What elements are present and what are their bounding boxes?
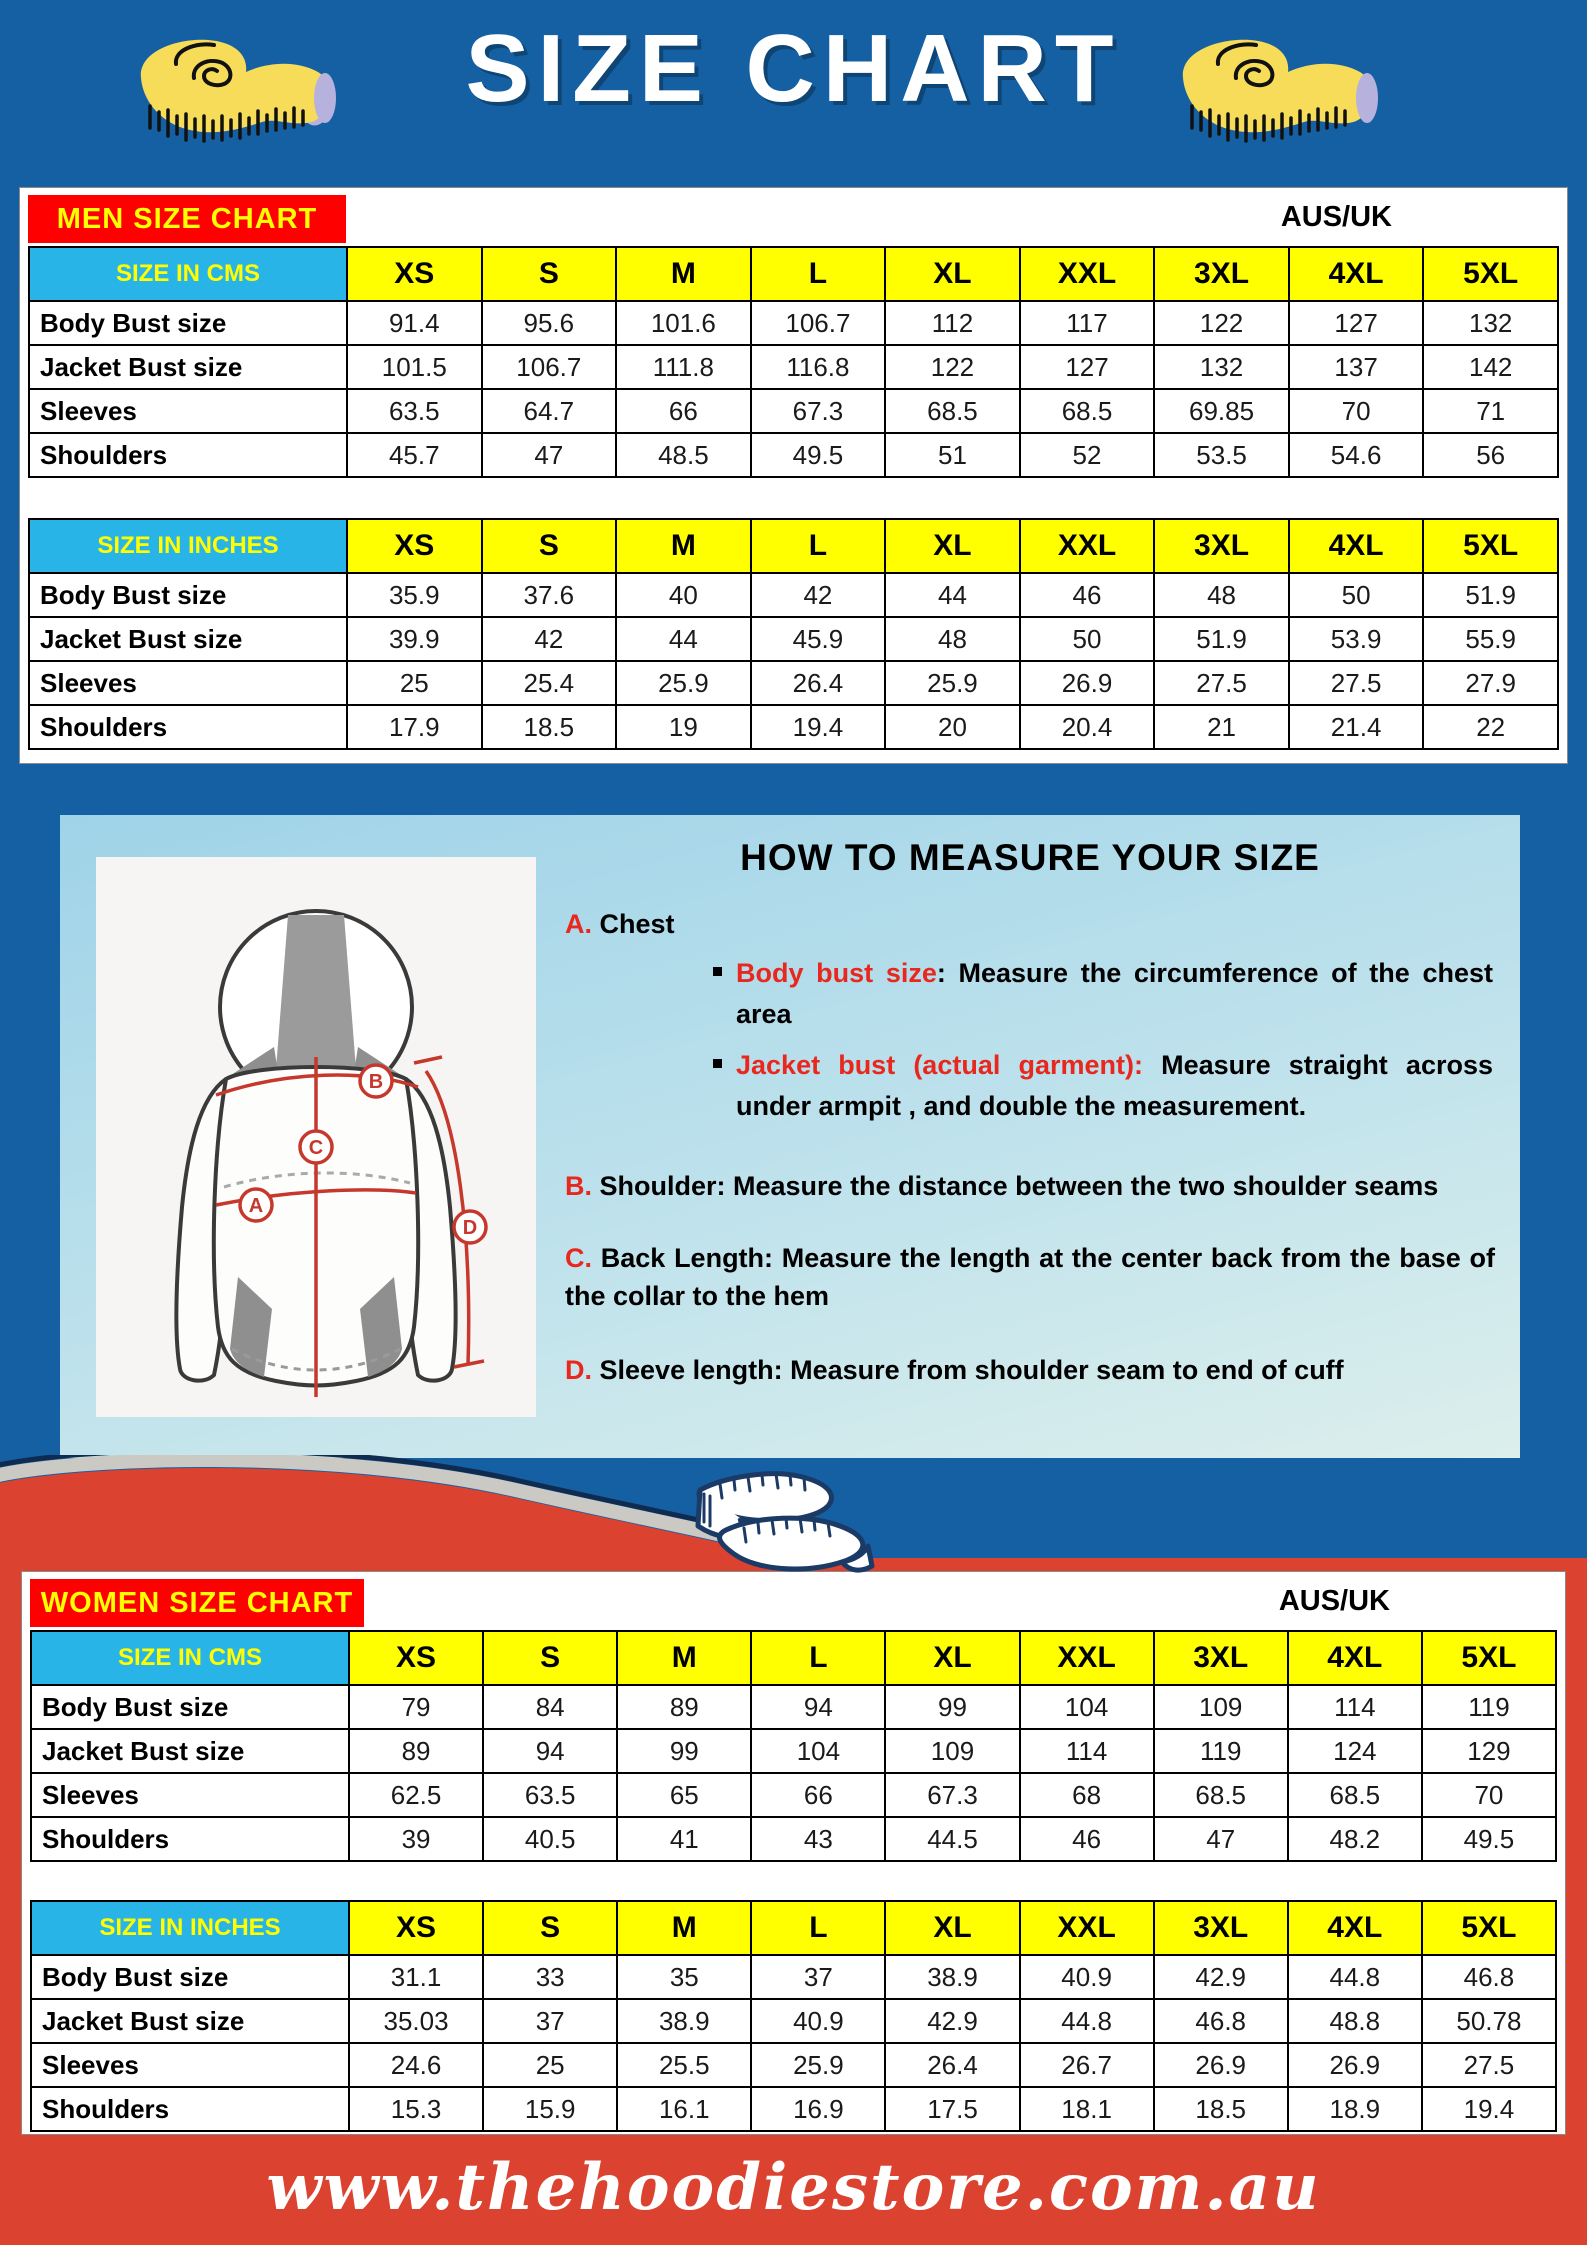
size-value-cell: 89 bbox=[349, 1729, 483, 1773]
size-value-cell: 124 bbox=[1288, 1729, 1422, 1773]
size-header-cell: S bbox=[482, 247, 617, 301]
size-value-cell: 79 bbox=[349, 1685, 483, 1729]
size-value-cell: 55.9 bbox=[1423, 617, 1558, 661]
size-value-cell: 48.2 bbox=[1288, 1817, 1422, 1861]
size-value-cell: 39 bbox=[349, 1817, 483, 1861]
size-value-cell: 66 bbox=[616, 389, 751, 433]
size-header-cell: XL bbox=[885, 519, 1020, 573]
size-value-cell: 122 bbox=[1154, 301, 1289, 345]
size-row bbox=[29, 433, 1558, 477]
size-value-cell: 26.4 bbox=[751, 661, 886, 705]
size-value-cell: 104 bbox=[1020, 1685, 1154, 1729]
unit-label-cell: SIZE IN INCHES bbox=[29, 519, 347, 573]
size-value-cell: 25.9 bbox=[616, 661, 751, 705]
measure-item-chest: A. Chest bbox=[565, 909, 675, 939]
size-row bbox=[31, 1685, 1556, 1729]
size-value-cell: 26.9 bbox=[1288, 2043, 1422, 2087]
size-row bbox=[31, 1773, 1556, 1817]
women-cms-table bbox=[30, 1630, 1557, 1862]
size-value-cell: 95.6 bbox=[482, 301, 617, 345]
size-value-cell: 17.9 bbox=[347, 705, 482, 749]
size-value-cell: 27.9 bbox=[1423, 661, 1558, 705]
row-label-cell: Shoulders bbox=[29, 705, 347, 749]
measure-item-sleeve-length: D. Sleeve length: Measure from shoulder seam to end of cuff bbox=[565, 1355, 1344, 1385]
size-value-cell: 41 bbox=[617, 1817, 751, 1861]
size-value-cell: 63.5 bbox=[483, 1773, 617, 1817]
size-value-cell: 35 bbox=[617, 1955, 751, 1999]
bottom-section bbox=[0, 1558, 1587, 2245]
size-value-cell: 53.9 bbox=[1289, 617, 1424, 661]
size-value-cell: 68.5 bbox=[1288, 1773, 1422, 1817]
how-to-measure-text bbox=[565, 827, 1495, 1389]
how-to-title: HOW TO MEASURE YOUR SIZE bbox=[740, 837, 1320, 878]
size-header-cell: M bbox=[617, 1901, 751, 1955]
row-label-cell: Body Bust size bbox=[31, 1685, 349, 1729]
size-value-cell: 122 bbox=[885, 345, 1020, 389]
size-value-cell: 22 bbox=[1423, 705, 1558, 749]
row-label-cell: Jacket Bust size bbox=[31, 1999, 349, 2043]
size-value-cell: 27.5 bbox=[1154, 661, 1289, 705]
size-value-cell: 26.7 bbox=[1020, 2043, 1154, 2087]
size-value-cell: 38.9 bbox=[617, 1999, 751, 2043]
size-value-cell: 19.4 bbox=[1422, 2087, 1556, 2131]
size-value-cell: 114 bbox=[1288, 1685, 1422, 1729]
size-value-cell: 127 bbox=[1020, 345, 1155, 389]
size-value-cell: 68.5 bbox=[1020, 389, 1155, 433]
measure-item-back-length: C. Back Length: Measure the length at the center back from the base of the collar to the hem bbox=[565, 1243, 1495, 1311]
size-header-cell: XS bbox=[349, 1631, 483, 1685]
size-value-cell: 84 bbox=[483, 1685, 617, 1729]
size-value-cell: 42 bbox=[482, 617, 617, 661]
size-header-cell: S bbox=[483, 1631, 617, 1685]
size-value-cell: 50.78 bbox=[1422, 1999, 1556, 2043]
size-value-cell: 99 bbox=[617, 1729, 751, 1773]
size-header-cell: 3XL bbox=[1154, 1901, 1288, 1955]
size-value-cell: 129 bbox=[1422, 1729, 1556, 1773]
size-row bbox=[29, 617, 1558, 661]
size-value-cell: 40 bbox=[616, 573, 751, 617]
size-value-cell: 35.9 bbox=[347, 573, 482, 617]
men-inches-table bbox=[28, 518, 1559, 750]
size-value-cell: 49.5 bbox=[1422, 1817, 1556, 1861]
size-value-cell: 51 bbox=[885, 433, 1020, 477]
size-value-cell: 25.9 bbox=[751, 2043, 885, 2087]
size-value-cell: 71 bbox=[1423, 389, 1558, 433]
tape-measure-icon bbox=[1158, 26, 1386, 150]
size-header-cell: 5XL bbox=[1423, 519, 1558, 573]
row-label-cell: Sleeves bbox=[29, 661, 347, 705]
size-value-cell: 91.4 bbox=[347, 301, 482, 345]
size-value-cell: 46 bbox=[1020, 1817, 1154, 1861]
size-value-cell: 24.6 bbox=[349, 2043, 483, 2087]
size-header-cell: 5XL bbox=[1422, 1901, 1556, 1955]
size-value-cell: 16.1 bbox=[617, 2087, 751, 2131]
size-value-cell: 111.8 bbox=[616, 345, 751, 389]
size-value-cell: 27.5 bbox=[1422, 2043, 1556, 2087]
size-value-cell: 65 bbox=[617, 1773, 751, 1817]
size-row bbox=[31, 2043, 1556, 2087]
size-value-cell: 20 bbox=[885, 705, 1020, 749]
women-size-chart-panel bbox=[22, 1572, 1565, 2134]
unit-label-cell: SIZE IN INCHES bbox=[31, 1901, 349, 1955]
size-value-cell: 46.8 bbox=[1154, 1999, 1288, 2043]
size-value-cell: 64.7 bbox=[482, 389, 617, 433]
size-header-cell: XXL bbox=[1020, 247, 1155, 301]
size-value-cell: 31.1 bbox=[349, 1955, 483, 1999]
size-value-cell: 27.5 bbox=[1289, 661, 1424, 705]
size-row bbox=[29, 389, 1558, 433]
bullet-icon bbox=[713, 1059, 722, 1068]
row-label-cell: Shoulders bbox=[31, 1817, 349, 1861]
size-row bbox=[31, 1729, 1556, 1773]
size-header-cell: XL bbox=[885, 1631, 1019, 1685]
size-row bbox=[31, 1817, 1556, 1861]
size-value-cell: 48.8 bbox=[1288, 1999, 1422, 2043]
size-header-cell: 4XL bbox=[1288, 1901, 1422, 1955]
size-value-cell: 45.7 bbox=[347, 433, 482, 477]
size-value-cell: 35.03 bbox=[349, 1999, 483, 2043]
size-row bbox=[31, 2087, 1556, 2131]
size-value-cell: 112 bbox=[885, 301, 1020, 345]
size-value-cell: 26.4 bbox=[885, 2043, 1019, 2087]
jacket-diagram bbox=[96, 857, 536, 1417]
size-header-cell: XL bbox=[885, 1901, 1019, 1955]
size-value-cell: 26.9 bbox=[1020, 661, 1155, 705]
size-row bbox=[29, 345, 1558, 389]
size-header-cell: XS bbox=[347, 519, 482, 573]
size-value-cell: 106.7 bbox=[751, 301, 886, 345]
tape-measure-ribbon-icon bbox=[686, 1468, 878, 1574]
size-value-cell: 137 bbox=[1289, 345, 1424, 389]
size-value-cell: 42.9 bbox=[885, 1999, 1019, 2043]
size-value-cell: 62.5 bbox=[349, 1773, 483, 1817]
size-value-cell: 70 bbox=[1289, 389, 1424, 433]
size-value-cell: 48 bbox=[1154, 573, 1289, 617]
size-value-cell: 18.1 bbox=[1020, 2087, 1154, 2131]
size-value-cell: 25.5 bbox=[617, 2043, 751, 2087]
women-chart-banner: WOMEN SIZE CHART bbox=[30, 1579, 364, 1627]
size-value-cell: 70 bbox=[1422, 1773, 1556, 1817]
size-header-cell: M bbox=[617, 1631, 751, 1685]
size-header-cell: 5XL bbox=[1423, 247, 1558, 301]
size-value-cell: 50 bbox=[1020, 617, 1155, 661]
size-value-cell: 26.9 bbox=[1154, 2043, 1288, 2087]
size-value-cell: 127 bbox=[1289, 301, 1424, 345]
size-header-cell: XXL bbox=[1020, 1631, 1154, 1685]
row-label-cell: Body Bust size bbox=[29, 301, 347, 345]
size-value-cell: 63.5 bbox=[347, 389, 482, 433]
size-value-cell: 94 bbox=[751, 1685, 885, 1729]
size-value-cell: 16.9 bbox=[751, 2087, 885, 2131]
size-value-cell: 18.9 bbox=[1288, 2087, 1422, 2131]
size-header-cell: L bbox=[751, 519, 886, 573]
men-region-label: AUS/UK bbox=[1280, 201, 1392, 233]
store-url: www.thehoodiestore.com.au bbox=[266, 2150, 1321, 2225]
size-value-cell: 20.4 bbox=[1020, 705, 1155, 749]
size-row bbox=[29, 301, 1558, 345]
size-value-cell: 109 bbox=[885, 1729, 1019, 1773]
size-header-cell: 3XL bbox=[1154, 247, 1289, 301]
size-header-cell: S bbox=[482, 519, 617, 573]
size-value-cell: 37 bbox=[751, 1955, 885, 1999]
row-label-cell: Body Bust size bbox=[29, 573, 347, 617]
size-value-cell: 50 bbox=[1289, 573, 1424, 617]
women-inches-table bbox=[30, 1900, 1557, 2132]
size-value-cell: 25.4 bbox=[482, 661, 617, 705]
size-value-cell: 19.4 bbox=[751, 705, 886, 749]
size-value-cell: 25.9 bbox=[885, 661, 1020, 705]
size-value-cell: 15.9 bbox=[483, 2087, 617, 2131]
size-header-cell: 3XL bbox=[1154, 519, 1289, 573]
size-value-cell: 44 bbox=[616, 617, 751, 661]
size-header-cell: XS bbox=[349, 1901, 483, 1955]
size-value-cell: 46 bbox=[1020, 573, 1155, 617]
size-value-cell: 67.3 bbox=[751, 389, 886, 433]
size-value-cell: 142 bbox=[1423, 345, 1558, 389]
size-value-cell: 106.7 bbox=[482, 345, 617, 389]
size-value-cell: 119 bbox=[1154, 1729, 1288, 1773]
size-value-cell: 119 bbox=[1422, 1685, 1556, 1729]
size-header-cell: M bbox=[616, 247, 751, 301]
size-row bbox=[29, 705, 1558, 749]
size-value-cell: 132 bbox=[1154, 345, 1289, 389]
size-header-cell: M bbox=[616, 519, 751, 573]
size-value-cell: 40.9 bbox=[751, 1999, 885, 2043]
size-value-cell: 49.5 bbox=[751, 433, 886, 477]
size-header-cell: S bbox=[483, 1901, 617, 1955]
size-value-cell: 69.85 bbox=[1154, 389, 1289, 433]
size-value-cell: 47 bbox=[1154, 1817, 1288, 1861]
women-region-label: AUS/UK bbox=[1278, 1585, 1390, 1617]
bullet-icon bbox=[713, 967, 722, 976]
size-header-cell: L bbox=[751, 247, 886, 301]
size-header-cell: L bbox=[751, 1631, 885, 1685]
diagram-label-a: A bbox=[248, 1195, 264, 1217]
size-value-cell: 68.5 bbox=[1154, 1773, 1288, 1817]
size-value-cell: 101.5 bbox=[347, 345, 482, 389]
size-header-cell: 4XL bbox=[1288, 1631, 1422, 1685]
size-value-cell: 109 bbox=[1154, 1685, 1288, 1729]
unit-label-cell: SIZE IN CMS bbox=[31, 1631, 349, 1685]
size-value-cell: 89 bbox=[617, 1685, 751, 1729]
size-header-cell: 3XL bbox=[1154, 1631, 1288, 1685]
men-cms-table bbox=[28, 246, 1559, 478]
men-chart-banner: MEN SIZE CHART bbox=[28, 195, 346, 243]
unit-label-cell: SIZE IN CMS bbox=[29, 247, 347, 301]
diagram-label-b: B bbox=[368, 1071, 384, 1093]
diagram-label-c: C bbox=[308, 1137, 324, 1159]
size-value-cell: 66 bbox=[751, 1773, 885, 1817]
measure-item-shoulder: B. Shoulder: Measure the distance between the two shoulder seams bbox=[565, 1171, 1439, 1201]
size-value-cell: 53.5 bbox=[1154, 433, 1289, 477]
size-value-cell: 94 bbox=[483, 1729, 617, 1773]
size-value-cell: 33 bbox=[483, 1955, 617, 1999]
size-value-cell: 51.9 bbox=[1154, 617, 1289, 661]
size-value-cell: 114 bbox=[1020, 1729, 1154, 1773]
size-value-cell: 17.5 bbox=[885, 2087, 1019, 2131]
row-label-cell: Sleeves bbox=[31, 1773, 349, 1817]
size-value-cell: 117 bbox=[1020, 301, 1155, 345]
size-value-cell: 18.5 bbox=[1154, 2087, 1288, 2131]
size-row bbox=[29, 661, 1558, 705]
row-label-cell: Jacket Bust size bbox=[29, 617, 347, 661]
size-value-cell: 99 bbox=[885, 1685, 1019, 1729]
row-label-cell: Sleeves bbox=[29, 389, 347, 433]
size-value-cell: 44.5 bbox=[885, 1817, 1019, 1861]
size-value-cell: 37.6 bbox=[482, 573, 617, 617]
size-value-cell: 43 bbox=[751, 1817, 885, 1861]
size-header-cell: 4XL bbox=[1289, 247, 1424, 301]
row-label-cell: Jacket Bust size bbox=[29, 345, 347, 389]
size-value-cell: 101.6 bbox=[616, 301, 751, 345]
size-value-cell: 51.9 bbox=[1423, 573, 1558, 617]
bullet-body-bust: Body bust size: Measure the circumference of the chest area bbox=[713, 953, 1493, 1035]
row-label-cell: Jacket Bust size bbox=[31, 1729, 349, 1773]
size-header-cell: XS bbox=[347, 247, 482, 301]
size-value-cell: 52 bbox=[1020, 433, 1155, 477]
men-size-chart-panel bbox=[20, 188, 1567, 763]
size-value-cell: 42 bbox=[751, 573, 886, 617]
size-value-cell: 21.4 bbox=[1289, 705, 1424, 749]
size-value-cell: 38.9 bbox=[885, 1955, 1019, 1999]
diagram-label-d: D bbox=[462, 1217, 478, 1239]
size-value-cell: 56 bbox=[1423, 433, 1558, 477]
size-header-cell: XXL bbox=[1020, 519, 1155, 573]
size-row bbox=[31, 1999, 1556, 2043]
size-value-cell: 25 bbox=[483, 2043, 617, 2087]
size-value-cell: 37 bbox=[483, 1999, 617, 2043]
bullet-jacket-bust: Jacket bust (actual garment): Measure straight across under armpit , and double the measurement. bbox=[713, 1045, 1493, 1127]
item-key: A. bbox=[565, 909, 592, 939]
size-value-cell: 42.9 bbox=[1154, 1955, 1288, 1999]
size-value-cell: 47 bbox=[482, 433, 617, 477]
size-value-cell: 45.9 bbox=[751, 617, 886, 661]
size-value-cell: 48 bbox=[885, 617, 1020, 661]
size-row bbox=[29, 573, 1558, 617]
size-header-cell: 4XL bbox=[1289, 519, 1424, 573]
size-value-cell: 68 bbox=[1020, 1773, 1154, 1817]
size-header-cell: L bbox=[751, 1901, 885, 1955]
size-value-cell: 44.8 bbox=[1020, 1999, 1154, 2043]
how-to-measure-card bbox=[60, 815, 1520, 1458]
size-value-cell: 19 bbox=[616, 705, 751, 749]
size-value-cell: 40.5 bbox=[483, 1817, 617, 1861]
size-value-cell: 44 bbox=[885, 573, 1020, 617]
row-label-cell: Body Bust size bbox=[31, 1955, 349, 1999]
row-label-cell: Shoulders bbox=[31, 2087, 349, 2131]
size-value-cell: 25 bbox=[347, 661, 482, 705]
size-value-cell: 132 bbox=[1423, 301, 1558, 345]
size-value-cell: 48.5 bbox=[616, 433, 751, 477]
page-title: SIZE CHART bbox=[465, 15, 1122, 122]
row-label-cell: Shoulders bbox=[29, 433, 347, 477]
size-value-cell: 104 bbox=[751, 1729, 885, 1773]
size-value-cell: 116.8 bbox=[751, 345, 886, 389]
row-label-cell: Sleeves bbox=[31, 2043, 349, 2087]
size-value-cell: 54.6 bbox=[1289, 433, 1424, 477]
size-value-cell: 40.9 bbox=[1020, 1955, 1154, 1999]
size-value-cell: 68.5 bbox=[885, 389, 1020, 433]
size-value-cell: 44.8 bbox=[1288, 1955, 1422, 1999]
size-value-cell: 15.3 bbox=[349, 2087, 483, 2131]
size-header-cell: 5XL bbox=[1422, 1631, 1556, 1685]
size-row bbox=[31, 1955, 1556, 1999]
size-header-cell: XXL bbox=[1020, 1901, 1154, 1955]
size-value-cell: 67.3 bbox=[885, 1773, 1019, 1817]
size-value-cell: 18.5 bbox=[482, 705, 617, 749]
size-header-cell: XL bbox=[885, 247, 1020, 301]
tape-measure-icon bbox=[116, 26, 344, 150]
size-value-cell: 39.9 bbox=[347, 617, 482, 661]
size-value-cell: 46.8 bbox=[1422, 1955, 1556, 1999]
size-value-cell: 21 bbox=[1154, 705, 1289, 749]
